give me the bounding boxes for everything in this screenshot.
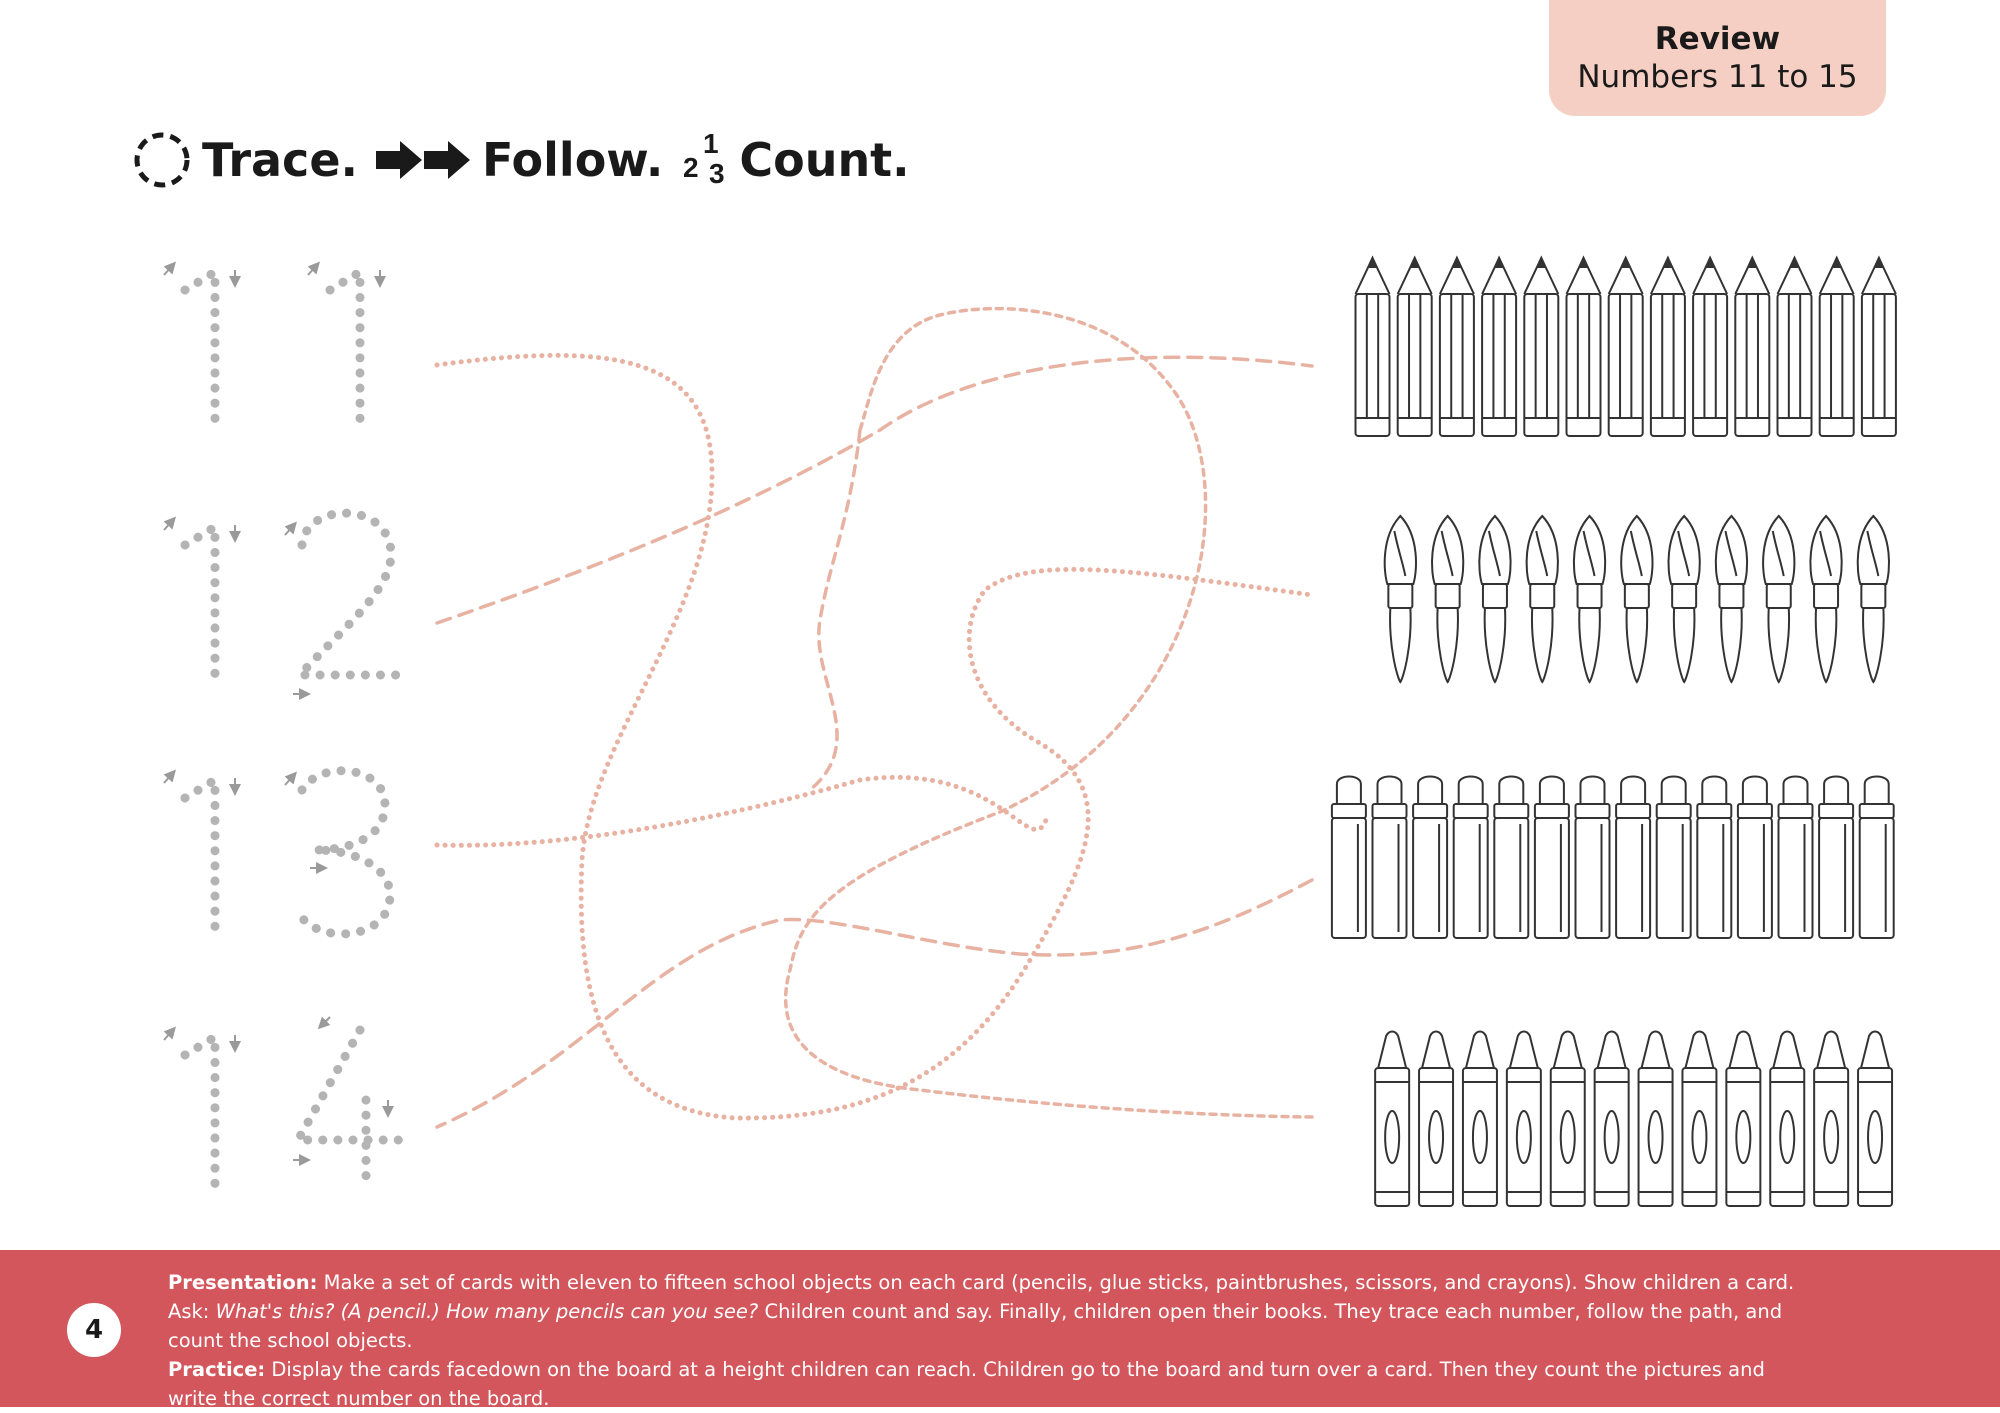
- marker-icon: [1657, 777, 1691, 939]
- paintbrush-icon: [1479, 516, 1510, 682]
- presentation-note: [168, 1268, 1808, 1355]
- pencil-icon: [1398, 258, 1432, 436]
- svg-text:3: 3: [709, 158, 725, 189]
- teacher-notes: [168, 1268, 1808, 1413]
- review-title: Review: [1654, 21, 1781, 57]
- path-dashed-a[interactable]: [437, 357, 1312, 623]
- follow-paths[interactable]: [437, 309, 1312, 1127]
- paintbrush-icon: [1763, 516, 1794, 682]
- marker-icon: [1535, 777, 1569, 939]
- crayon-icon: [1639, 1032, 1673, 1207]
- practice-text: Display the cards facedown on the board at a height children can reach. Children go to the board and turn over a card. Then they count the pictures and write the correct number on the board.: [168, 1358, 1765, 1410]
- crayon-icon: [1463, 1032, 1497, 1207]
- path-dashed-b[interactable]: [437, 880, 1312, 1127]
- teacher-notes-footer: [0, 1250, 2000, 1410]
- crayon-icon: [1726, 1032, 1760, 1207]
- crayon-row[interactable]: [1375, 1032, 1892, 1207]
- marker-icon: [1576, 777, 1610, 939]
- path-dotted-b[interactable]: [437, 777, 1046, 845]
- pencil-icon: [1651, 258, 1685, 436]
- marker-icon: [1373, 777, 1407, 939]
- presentation-text-2: Children count and say. Finally, children open their books. They trace each number, follow the path, and count the school objects.: [168, 1300, 1783, 1352]
- marker-icon: [1332, 777, 1366, 939]
- pencil-icon: [1862, 258, 1896, 436]
- paintbrush-row[interactable]: [1385, 516, 1889, 682]
- svg-text:2: 2: [683, 152, 699, 183]
- marker-icon: [1819, 777, 1853, 939]
- marker-icon: [1454, 777, 1488, 939]
- paintbrush-icon: [1385, 516, 1416, 682]
- crayon-icon: [1419, 1032, 1453, 1207]
- paintbrush-icon: [1668, 516, 1699, 682]
- count-label: Count.: [739, 133, 910, 187]
- marker-icon: [1616, 777, 1650, 939]
- marker-icon: [1494, 777, 1528, 939]
- crayon-icon: [1595, 1032, 1629, 1207]
- review-subtitle: Numbers 11 to 15: [1577, 59, 1858, 95]
- practice-label: Practice:: [168, 1358, 266, 1381]
- practice-note: [168, 1355, 1808, 1413]
- path-dashed-d[interactable]: [810, 430, 860, 790]
- trace-number-14[interactable]: [185, 1030, 400, 1188]
- follow-label: Follow.: [482, 133, 664, 187]
- crayon-icon: [1770, 1032, 1804, 1207]
- pencil-icon: [1778, 258, 1812, 436]
- pencil-icon: [1567, 258, 1601, 436]
- marker-icon: [1738, 777, 1772, 939]
- presentation-text: Make a set of cards with eleven to fifteen school objects on each card (pencils, glue sticks, paintbrushes, scissors, and crayons). Show children a card. Ask:: [168, 1271, 1795, 1323]
- pencil-icon: [1524, 258, 1558, 436]
- path-dashed-c[interactable]: [786, 309, 1312, 1117]
- marker-icon: [1779, 777, 1813, 939]
- trace-number-13[interactable]: [185, 771, 390, 934]
- marker-icon: [1697, 777, 1731, 939]
- path-dotted-a[interactable]: [437, 355, 1312, 1118]
- paintbrush-icon: [1527, 516, 1558, 682]
- paintbrush-icon: [1574, 516, 1605, 682]
- crayon-icon: [1375, 1032, 1409, 1207]
- crayon-icon: [1551, 1032, 1585, 1207]
- page-number: 4: [67, 1303, 121, 1357]
- pencil-icon: [1482, 258, 1516, 436]
- trace-label: Trace.: [202, 133, 358, 187]
- paintbrush-icon: [1716, 516, 1747, 682]
- presentation-ask: What's this? (A pencil.) How many pencils can you see?: [215, 1300, 759, 1323]
- paintbrush-icon: [1432, 516, 1463, 682]
- pencil-icon: [1820, 258, 1854, 436]
- pencil-row[interactable]: [1356, 258, 1896, 436]
- marker-row[interactable]: [1332, 777, 1894, 939]
- crayon-icon: [1858, 1032, 1892, 1207]
- paintbrush-icon: [1810, 516, 1841, 682]
- pencil-icon: [1609, 258, 1643, 436]
- svg-text:1: 1: [703, 128, 719, 159]
- trace-number-11[interactable]: [185, 272, 360, 422]
- pencil-icon: [1440, 258, 1474, 436]
- direction-arrows: [164, 266, 388, 1160]
- pencil-icon: [1693, 258, 1727, 436]
- presentation-label: Presentation:: [168, 1271, 318, 1294]
- marker-icon: [1860, 777, 1894, 939]
- crayon-icon: [1814, 1032, 1848, 1207]
- pencil-icon: [1735, 258, 1769, 436]
- marker-icon: [1413, 777, 1447, 939]
- crayon-icon: [1682, 1032, 1716, 1207]
- paintbrush-icon: [1621, 516, 1652, 682]
- paintbrush-icon: [1858, 516, 1889, 682]
- trace-number-12[interactable]: [185, 513, 400, 675]
- pencil-icon: [1356, 258, 1390, 436]
- crayon-icon: [1507, 1032, 1541, 1207]
